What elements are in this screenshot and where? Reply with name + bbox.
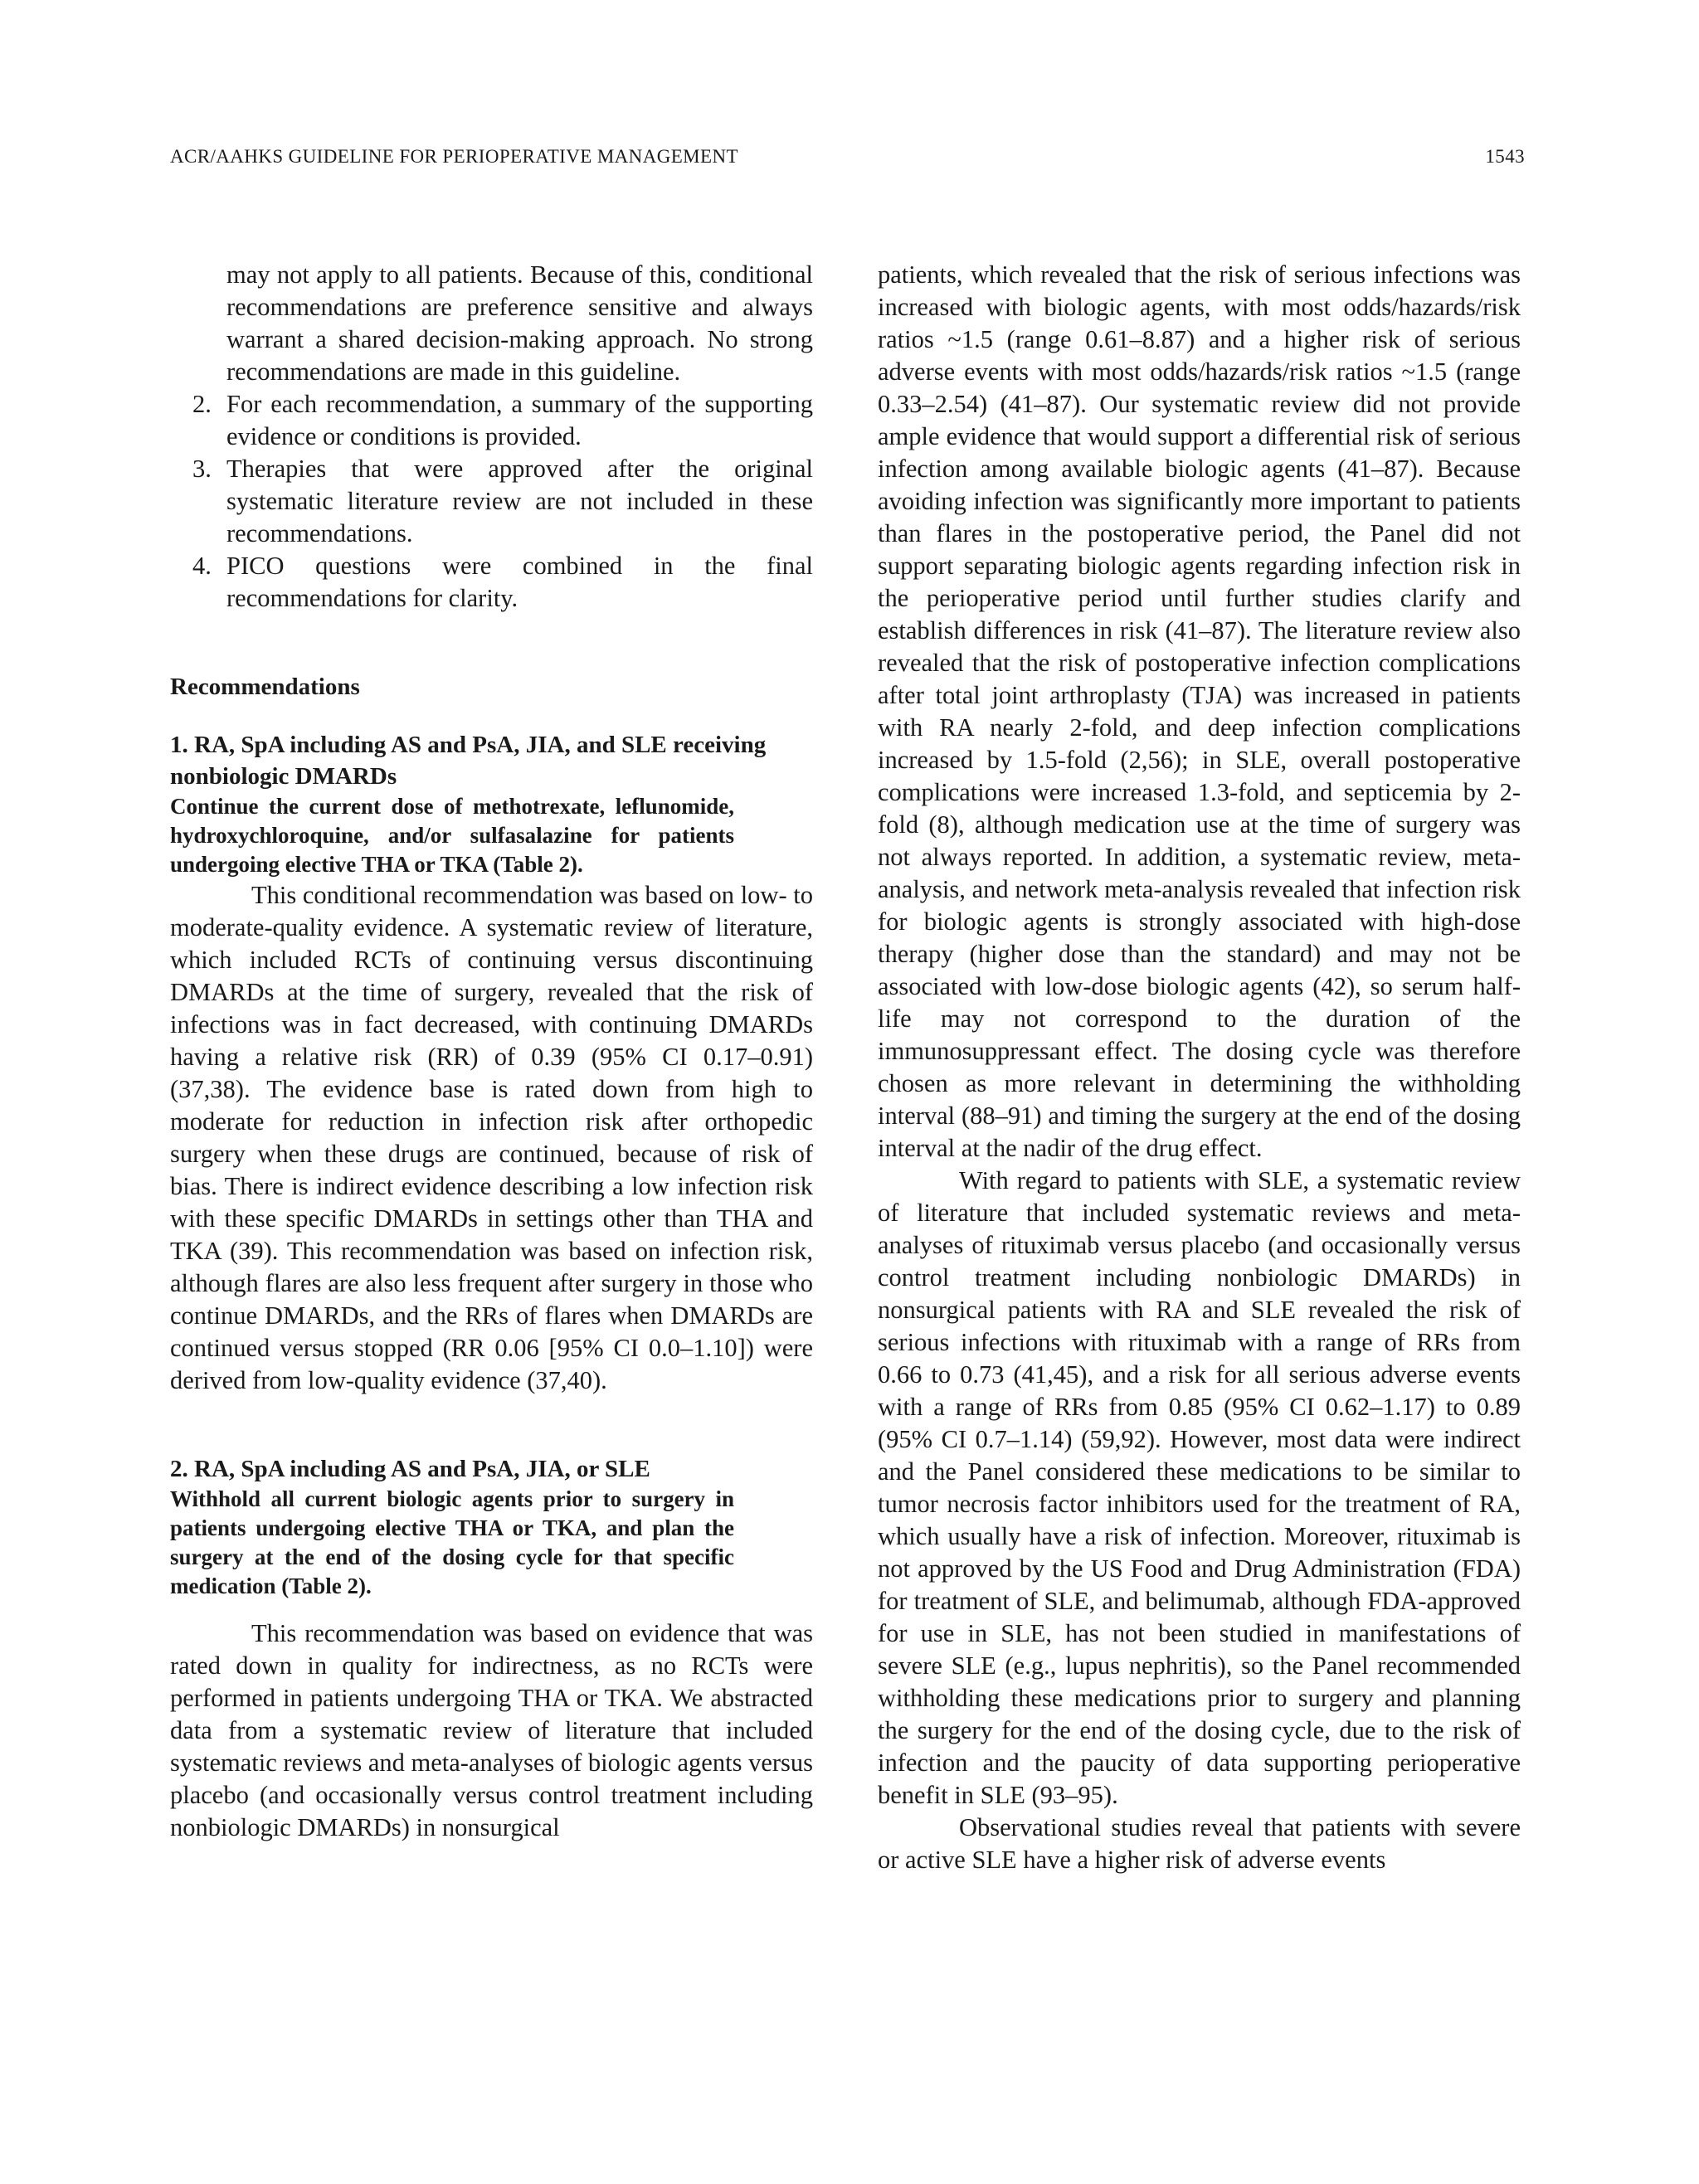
- right-column: [878, 259, 1521, 1876]
- page-number: 1543: [1485, 146, 1525, 167]
- recommendation-1-paragraph: This conditional recommendation was based on low- to moderate-quality evidence. A systematic review of literature, which included RCTs of continuing versus discontinuing DMARDs at the time of surgery, revealed that the risk of infections was in fact decreased, with continuing DMARDs having a relative risk (RR) of 0.39 (95% CI 0.17–0.91) (37,38). The evidence base is rated down from high to moderate for reduction in infection risk after orthopedic surgery when these drugs are continued, because of risk of bias. There is indirect evidence describing a low infection risk with these specific DMARDs in settings other than THA and TKA (39). This recommendation was based on infection risk, although flares are also less frequent after surgery in those who continue DMARDs, and the RRs of flares when DMARDs are continued versus stopped (RR 0.06 [95% CI 0.0–1.10]) were derived from low-quality evidence (37,40).: [170, 881, 813, 1394]
- section-heading: Recommendations: [170, 674, 360, 700]
- recommendation-2-statement: Withhold all current biologic agents prior to surgery in patients undergoing elective THA or TKA, and plan the surgery at the end of the dosing cycle for that specific medication (Table 2).: [170, 1486, 734, 1598]
- recommendation-2-paragraph: This recommendation was based on evidence that was rated down in quality for indirectness, as no RCTs were performed in patients undergoing THA or TKA. We abstracted data from a systematic review of literature that included systematic reviews and meta-analyses of biologic agents versus placebo (and occasionally versus control treatment including nonbiologic DMARDs) in nonsurgical: [170, 1619, 813, 1841]
- list-item: [170, 453, 813, 550]
- body-paragraph: With regard to patients with SLE, a systematic review of literature that included systematic reviews and meta-analyses of rituximab versus placebo (and occasionally versus control treatment including nonbiologic DMARDs) in nonsurgical patients with RA and SLE revealed the risk of serious infections with rituximab with a range of RRs from 0.66 to 0.73 (41,45), and a risk for all serious adverse events with a range of RRs from 0.85 (95% CI 0.62–1.17) to 0.89 (95% CI 0.7–1.14) (59,92). However, most data were indirect and the Panel considered these medications to be similar to tumor necrosis factor inhibitors used for the treatment of RA, which usually have a risk of infection. Moreover, rituximab is not approved by the US Food and Drug Administration (FDA) for treatment of SLE, and belimumab, although FDA-approved for use in SLE, has not been studied in manifestations of severe SLE (e.g., lupus nephritis), so the Panel recommended withholding these medications prior to surgery and planning the surgery for the end of the dosing cycle, due to the risk of infection and the paucity of data supporting perioperative benefit in SLE (93–95).: [878, 1166, 1521, 1809]
- left-column: [170, 259, 813, 1844]
- list-item: [170, 550, 813, 615]
- numbered-list: [170, 388, 813, 615]
- list-item-number: 4.: [192, 552, 212, 580]
- recommendation-1-title: 1. RA, SpA including AS and PsA, JIA, and SLE receiving nonbiologic DMARDs: [170, 732, 767, 790]
- list-item-number: 3.: [192, 455, 212, 483]
- list-item-text: For each recommendation, a summary of the supporting evidence or conditions is provided.: [226, 390, 813, 450]
- list-item: [170, 388, 813, 453]
- running-head: [170, 146, 1525, 179]
- running-title: ACR/AAHKS GUIDELINE FOR PERIOPERATIVE MANAGEMENT: [170, 146, 738, 167]
- body-paragraph: Observational studies reveal that patients with severe or active SLE have a higher risk of adverse events: [878, 1813, 1521, 1874]
- list-item-text: Therapies that were approved after the original systematic literature review are not included in these recommendations.: [226, 455, 813, 547]
- list-item-number: 2.: [192, 390, 212, 418]
- list-item-text: PICO questions were combined in the final recommendations for clarity.: [226, 552, 813, 612]
- recommendation-1-statement: Continue the current dose of methotrexate, leflunomide, hydroxychloroquine, and/or sulfasalazine for patients undergoing elective THA or TKA (Table 2).: [170, 794, 734, 877]
- list-item-continuation: may not apply to all patients. Because of this, conditional recommendations are preference sensitive and always warrant a shared decision-making approach. No strong recommendations are made in this guideline.: [226, 260, 813, 386]
- body-paragraph: patients, which revealed that the risk of serious infections was increased with biologic agents, with most odds/hazards/risk ratios ~1.5 (range 0.61–8.87) and a higher risk of serious adverse events with most odds/hazards/risk ratios ~1.5 (range 0.33–2.54) (41–87). Our systematic review did not provide ample evidence that would support a differential risk of serious infection among available biologic agents (41–87). Because avoiding infection was significantly more important to patients than flares in the postoperative period, the Panel did not support separating biologic agents regarding infection risk in the perioperative period until further studies clarify and establish differences in risk (41–87). The literature review also revealed that the risk of postoperative infection complications after total joint arthroplasty (TJA) was increased in patients with RA nearly 2-fold, and deep infection complications increased by 1.5-fold (2,56); in SLE, overall postoperative complications were increased 1.3-fold, and septicemia by 2-fold (8), although medication use at the time of surgery was not always reported. In addition, a systematic review, meta-analysis, and network meta-analysis revealed that infection risk for biologic agents is strongly associated with high-dose therapy (higher dose than the standard) and may not be associated with low-dose biologic agents (42), so serum half-life may not correspond to the duration of the immunosuppressant effect. The dosing cycle was therefore chosen as more relevant in determining the withholding interval (88–91) and timing the surgery at the end of the dosing interval at the nadir of the drug effect.: [878, 260, 1521, 1162]
- recommendation-2-title: 2. RA, SpA including AS and PsA, JIA, or SLE: [170, 1456, 650, 1482]
